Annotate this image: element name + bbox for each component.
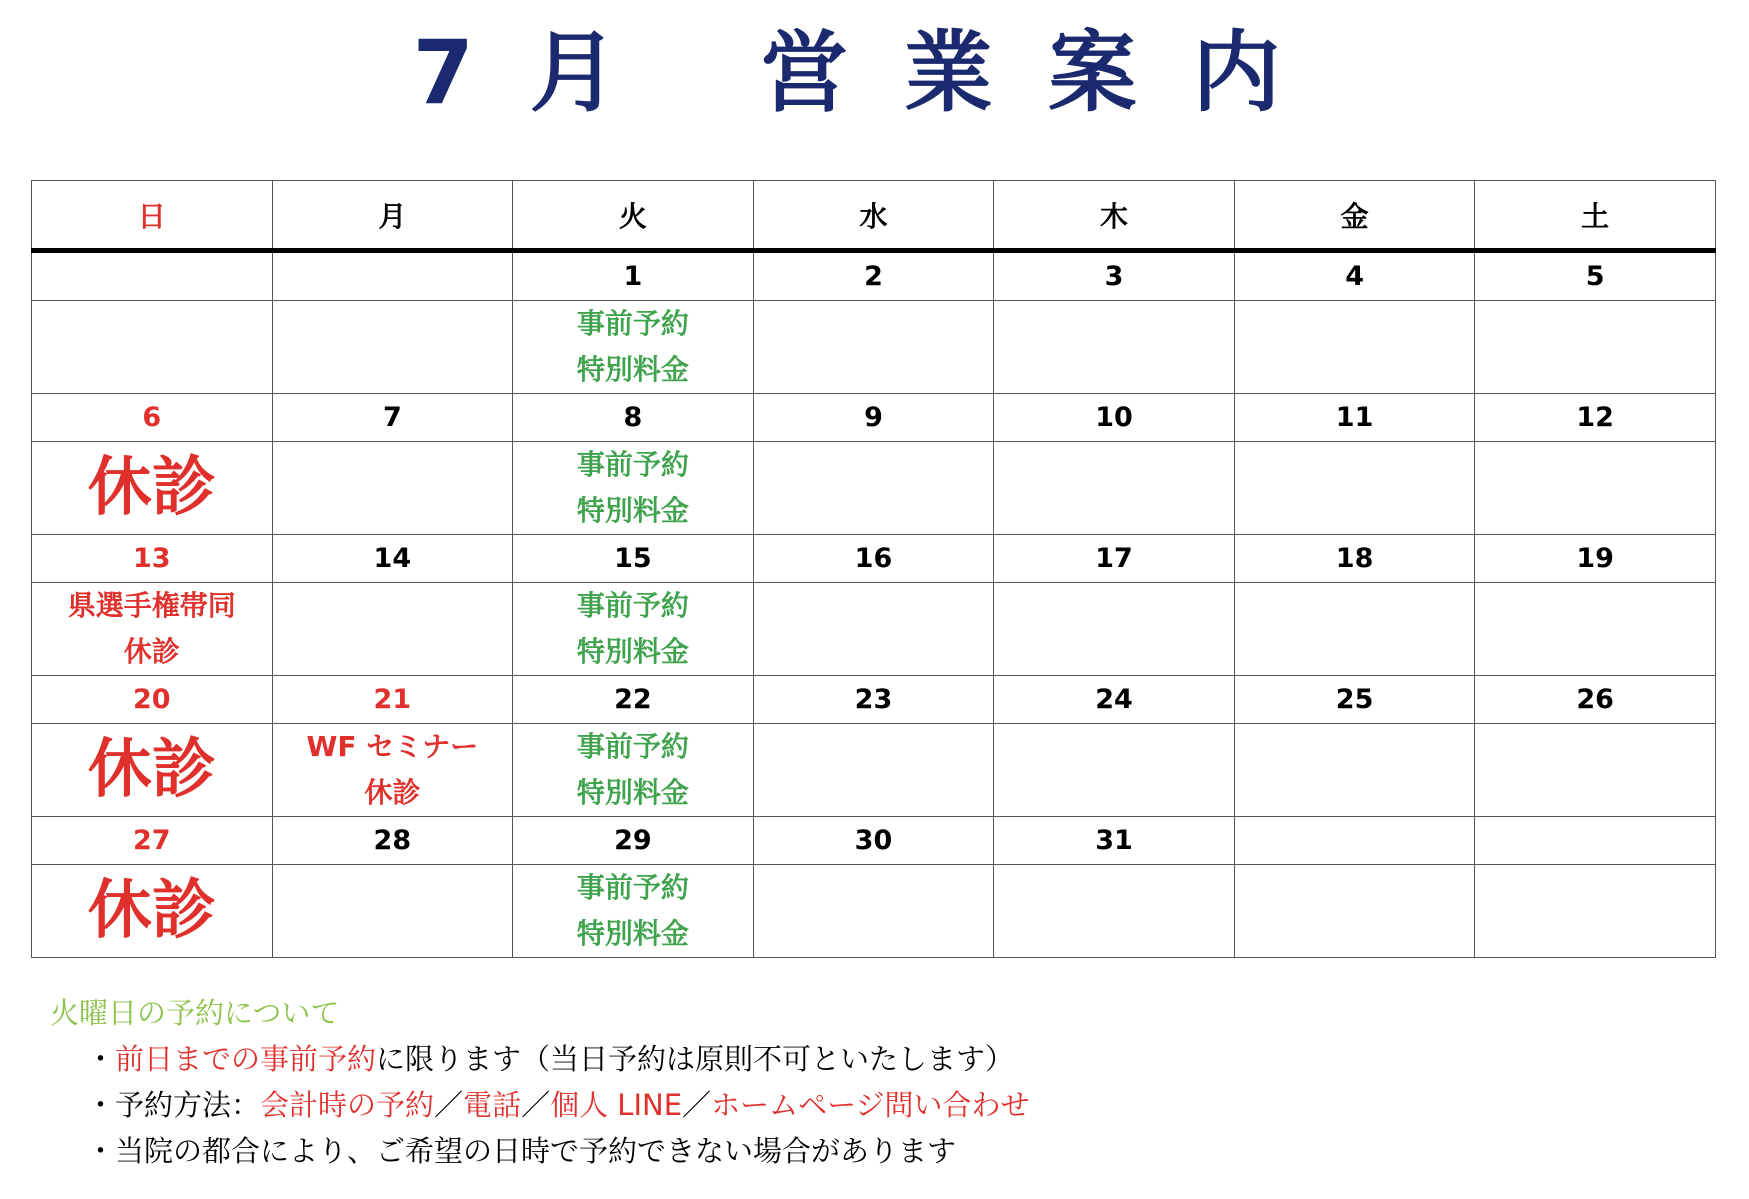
note-cell-reservation: [513, 724, 754, 817]
note-cell-reservation: [513, 865, 754, 958]
date-cell: 31: [994, 817, 1235, 865]
booking-method-checkout: 会計時の予約: [260, 1088, 435, 1122]
date-cell: 9: [753, 394, 994, 442]
separator: ／: [682, 1088, 712, 1122]
reservation-note: 事前予約: [576, 589, 689, 622]
info-line-1: [50, 1036, 1710, 1082]
advance-booking-text: 前日までの事前予約: [115, 1042, 377, 1076]
bullet-mark: ・: [86, 1088, 116, 1122]
closed-label: 休診: [123, 635, 180, 668]
closed-label: 休診: [364, 776, 421, 809]
info-line-3: [50, 1128, 1710, 1174]
note-cell: [1234, 583, 1475, 676]
date-cell: 6: [32, 394, 273, 442]
bullet-mark: ・: [86, 1042, 116, 1076]
weekday-header-row: [32, 181, 1716, 251]
week-4-notes: [32, 724, 1716, 817]
note-cell-closed: [32, 442, 273, 535]
note-cell: [753, 583, 994, 676]
note-cell-closed: [32, 724, 273, 817]
weekday-sunday: 日: [32, 181, 273, 251]
date-cell: 20: [32, 676, 273, 724]
date-cell: [1475, 817, 1716, 865]
info-line-2: [50, 1082, 1710, 1128]
note-cell: [1234, 301, 1475, 394]
date-cell: 3: [994, 251, 1235, 301]
note-cell: [753, 301, 994, 394]
date-cell: 8: [513, 394, 754, 442]
separator: ／: [521, 1088, 551, 1122]
note-cell: [1475, 583, 1716, 676]
date-cell: 11: [1234, 394, 1475, 442]
note-cell: [1475, 301, 1716, 394]
note-cell: [1234, 724, 1475, 817]
date-cell: [272, 251, 513, 301]
date-cell: [1234, 817, 1475, 865]
note-cell: [1475, 442, 1716, 535]
date-cell: 27: [32, 817, 273, 865]
weekday-monday: 月: [272, 181, 513, 251]
reservation-note: 事前予約: [576, 307, 689, 340]
week-5-dates: [32, 817, 1716, 865]
date-cell: 28: [272, 817, 513, 865]
special-fee-note: 特別料金: [576, 776, 689, 809]
week-2-notes: [32, 442, 1716, 535]
weekday-saturday: 土: [1475, 181, 1716, 251]
date-cell: 15: [513, 535, 754, 583]
date-cell: 21: [272, 676, 513, 724]
date-cell: 14: [272, 535, 513, 583]
date-cell: 7: [272, 394, 513, 442]
separator: ／: [434, 1088, 464, 1122]
note-cell: [272, 865, 513, 958]
note-cell: [994, 301, 1235, 394]
week-1-notes: [32, 301, 1716, 394]
note-cell-closed: [32, 583, 273, 676]
week-5-notes: [32, 865, 1716, 958]
note-cell: [753, 865, 994, 958]
date-cell: 29: [513, 817, 754, 865]
info-line-1-rest: に限ります（当日予約は原則不可といたします）: [376, 1042, 1015, 1076]
note-cell-reservation: [513, 442, 754, 535]
closed-label: 休診: [87, 874, 216, 948]
note-cell-closed: [32, 865, 273, 958]
event-note: 県選手権帯同: [67, 589, 236, 622]
week-3-dates: [32, 535, 1716, 583]
note-cell: [272, 583, 513, 676]
date-cell: 17: [994, 535, 1235, 583]
date-cell: 16: [753, 535, 994, 583]
date-cell: 4: [1234, 251, 1475, 301]
weekday-thursday: 木: [994, 181, 1235, 251]
date-cell: 19: [1475, 535, 1716, 583]
date-cell: 10: [994, 394, 1235, 442]
date-cell: 30: [753, 817, 994, 865]
page-title-container: [0, 18, 1749, 128]
note-cell: [32, 301, 273, 394]
note-cell: [1475, 865, 1716, 958]
calendar-table: [31, 180, 1716, 958]
date-cell: 25: [1234, 676, 1475, 724]
booking-method-phone: 電話: [463, 1088, 522, 1122]
page-title: 7月 営業案内: [412, 21, 1337, 124]
date-cell: 18: [1234, 535, 1475, 583]
note-cell: [272, 442, 513, 535]
special-fee-note: 特別料金: [576, 353, 689, 386]
date-cell: 13: [32, 535, 273, 583]
note-cell: [994, 583, 1235, 676]
note-cell: [753, 724, 994, 817]
date-cell: 26: [1475, 676, 1716, 724]
week-1-dates: [32, 251, 1716, 301]
closed-label: 休診: [87, 451, 216, 525]
date-cell: 5: [1475, 251, 1716, 301]
date-cell: 22: [513, 676, 754, 724]
date-cell: 24: [994, 676, 1235, 724]
date-cell: 23: [753, 676, 994, 724]
note-cell: [272, 301, 513, 394]
note-cell-reservation: [513, 583, 754, 676]
note-cell: [1475, 724, 1716, 817]
special-fee-note: 特別料金: [576, 917, 689, 950]
date-cell: 12: [1475, 394, 1716, 442]
weekday-wednesday: 水: [753, 181, 994, 251]
booking-method-label: 予約方法：: [115, 1088, 261, 1122]
info-heading: 火曜日の予約について: [50, 996, 340, 1030]
weekday-tuesday: 火: [513, 181, 754, 251]
special-fee-note: 特別料金: [576, 635, 689, 668]
reservation-note: 事前予約: [576, 730, 689, 763]
week-3-notes: [32, 583, 1716, 676]
date-cell: 1: [513, 251, 754, 301]
reservation-note: 事前予約: [576, 871, 689, 904]
note-cell: [994, 865, 1235, 958]
note-cell: [994, 724, 1235, 817]
week-2-dates: [32, 394, 1716, 442]
reservation-info: [50, 990, 1710, 1174]
info-line-3-text: 当院の都合により、ご希望の日時で予約できない場合があります: [115, 1134, 957, 1168]
note-cell: [1234, 865, 1475, 958]
date-cell: [32, 251, 273, 301]
week-4-dates: [32, 676, 1716, 724]
date-cell: 2: [753, 251, 994, 301]
booking-method-line: 個人 LINE: [550, 1088, 683, 1122]
weekday-friday: 金: [1234, 181, 1475, 251]
note-cell: [753, 442, 994, 535]
note-cell-reservation: [513, 301, 754, 394]
note-cell-closed: [272, 724, 513, 817]
note-cell: [1234, 442, 1475, 535]
reservation-note: 事前予約: [576, 448, 689, 481]
closed-label: 休診: [87, 733, 216, 807]
note-cell: [994, 442, 1235, 535]
bullet-mark: ・: [86, 1134, 116, 1168]
event-note: WF セミナー: [306, 730, 479, 763]
booking-method-website: ホームページ問い合わせ: [711, 1088, 1030, 1122]
special-fee-note: 特別料金: [576, 494, 689, 527]
